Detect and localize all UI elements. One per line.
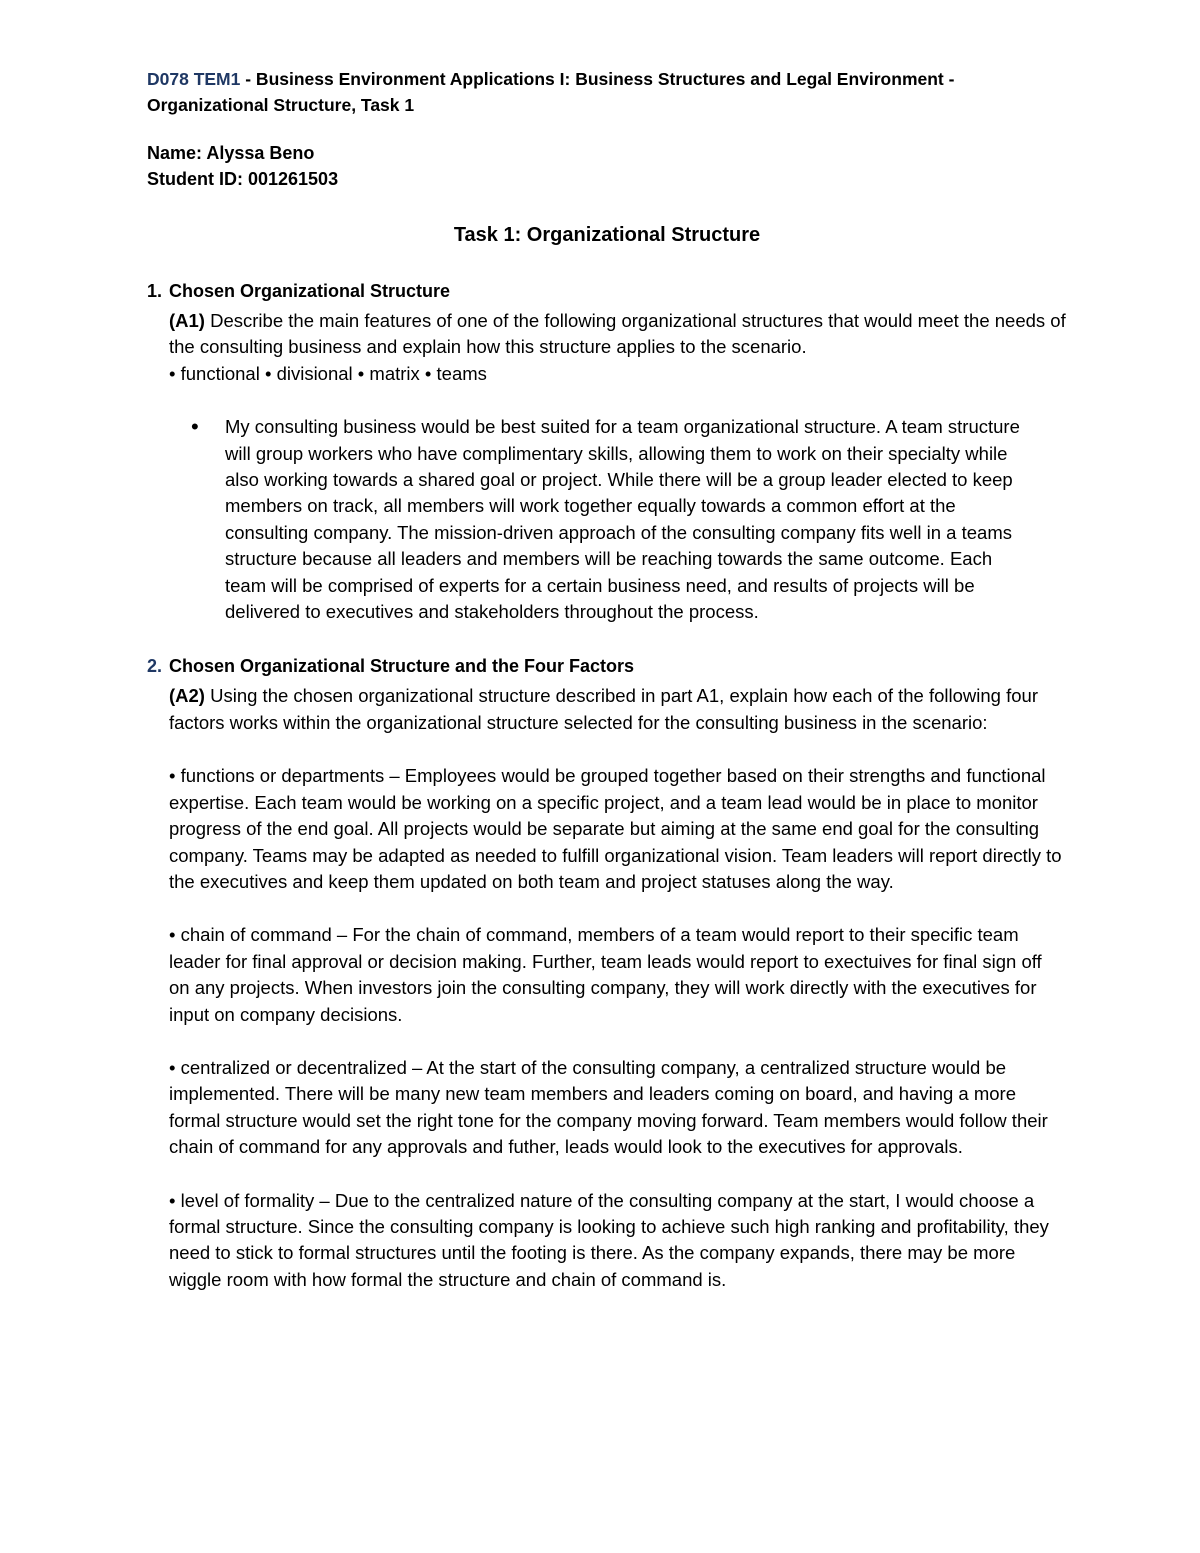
section-1-heading: [147, 278, 1067, 304]
factor-functions-departments: • functions or departments – Employees would be grouped together based on their strengths and functional expertise. Each team would be working on a specific project, and a team lead would be in place to monitor progress of the end goal. All projects would be separate but aiming at the same end goal for the consulting company. Teams may be adapted as needed to fulfill organizational vision. Team leaders will report directly to the executives and keep them updated on both team and project statuses along the way.: [169, 765, 1062, 892]
section-1-options: • functional • divisional • matrix • teams: [169, 362, 487, 384]
course-header: [147, 66, 1067, 118]
course-title: - Business Environment Applications I: Business Structures and Legal Environment - Organizational Structure, Task 1: [147, 69, 955, 115]
section-1-title: Chosen Organizational Structure: [169, 281, 451, 301]
section-2-prompt: [169, 683, 1067, 736]
section-2-prompt-tag: (A2): [169, 685, 205, 707]
section-1-prompt-tag: (A1): [169, 310, 205, 331]
student-info: [147, 140, 1067, 192]
factor-formality: • level of formality – Due to the centralized nature of the consulting company at the start, I would choose a formal structure. Since the consulting company is looking to achieve such high ranking and profitability, they need to stick to formal structures until the footing is there. As the company expands, there may be more wiggle room with how formal the structure and chain of command is.: [169, 1189, 1049, 1290]
page-title: Task 1: Organizational Structure: [453, 224, 761, 246]
factor-centralization: • centralized or decentralized – At the start of the consulting company, a centralized structure would be implemented. There will be many new team members and leaders coming on board, and having a more formal structure would set the right tone for the company moving forward. Team members would follow their chain of command for any approvals and futher, leads would look to the executives for approvals.: [169, 1056, 1048, 1158]
bullet-icon: •: [191, 414, 199, 440]
section-2-body: [147, 683, 1067, 1293]
section-1-prompt: [169, 308, 1067, 361]
section-1-number: 1.: [147, 281, 163, 301]
section-1-body: [147, 308, 1067, 387]
section-1-prompt-text: Describe the main features of one of the following organizational structures that would meet the needs of the consulting business and explain how this structure applies to the scenario.: [169, 310, 1066, 358]
section-2-title: Chosen Organizational Structure and the Four Factors: [169, 656, 635, 677]
section-2-prompt-text: Using the chosen organizational structure described in part A1, explain how each of the following four factors works within the organizational structure selected for the consulting business in the scenario:: [169, 685, 1038, 733]
course-code: D078 TEM1: [147, 69, 241, 89]
student-id: Student ID: 001261503: [147, 169, 339, 189]
document-content: [147, 66, 1067, 1312]
section-2-heading: [147, 653, 1067, 679]
factor-chain-of-command: • chain of command – For the chain of command, members of a team would report to their specific team leader for final approval or decision making. Further, team leads would report to exectuives for final sign off on any projects. When investors join the consulting company, they will work directly with the executives for input on company decisions.: [169, 924, 1042, 1025]
section-1-answer: [147, 414, 1067, 625]
section-2-number: 2.: [147, 656, 163, 677]
section-1-answer-text: My consulting business would be best suited for a team organizational structure. A team structure will group workers who have complimentary skills, allowing them to work on their specialty while also working towards a shared goal or project. While there will be a group leader elected to keep members on track, all members will work together equally towards a common effort at the consulting company. The mission-driven approach of the consulting company fits well in a teams structure because all leaders and members will be reaching towards the same outcome. Each team will be comprised of experts for a certain business need, and results of projects will be delivered to executives and stakeholders throughout the process.: [225, 416, 1020, 623]
student-name: Name: Alyssa Beno: [147, 143, 315, 163]
